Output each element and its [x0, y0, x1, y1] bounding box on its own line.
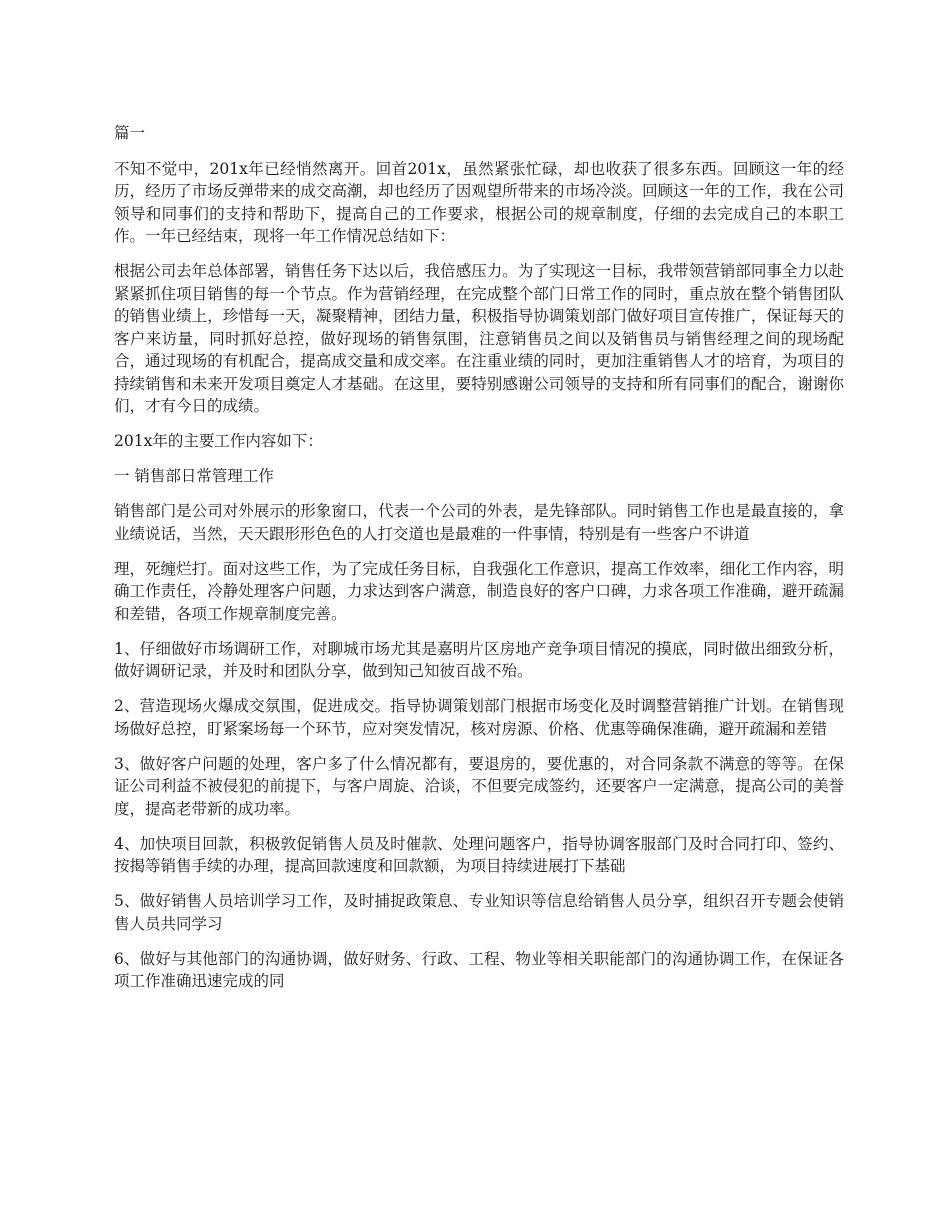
list-item-3: 3、做好客户问题的处理，客户多了什么情况都有，要退房的，要优惠的，对合同条款不满意的等等。在保证公司利益不被侵犯的前提下，与客户周旋、洽谈，不但要完成签约，还要客户一定满意，提高公司的美誉度，提高老带新的成功率。: [114, 754, 844, 818]
list-item-1: 1、仔细做好市场调研工作，对聊城市场尤其是嘉明片区房地产竞争项目情况的摸底，同时做出细致分析，做好调研记录，并及时和团队分享，做到知己知彼百战不殆。: [114, 639, 844, 680]
section-title: 篇一: [114, 124, 146, 142]
intro-paragraph: 不知不觉中，201x年已经悄然离开。回首201x，虽然紧张忙碌，却也收获了很多东西。回顾这一年的经历，经历了市场反弹带来的成交高潮，却也经历了因观望所带来的市场冷淡。回顾这一年的工作，我在公司领导和同事们的支持和帮助下，提高自己的工作要求，根据公司的规章制度，仔细的去完成自己的本职工作。一年已经结束，现将一年工作情况总结如下：: [114, 159, 844, 245]
list-item-6: 6、做好与其他部门的沟通协调，做好财务、行政、工程、物业等相关职能部门的沟通协调工作，在保证各项工作准确迅速完成的同: [114, 949, 844, 990]
list-item-5: 5、做好销售人员培训学习工作，及时捕捉政策息、专业知识等信息给销售人员分享，组织召开专题会使销售人员共同学习: [114, 892, 844, 933]
sales-dept-continued-paragraph: 理，死缠烂打。面对这些工作，为了完成任务目标，自我强化工作意识，提高工作效率，细化工作内容，明确工作责任，冷静处理客户问题，力求达到客户满意，制造良好的客户口碑，力求各项工作准确，避开疏漏和差错，各项工作规章制度完善。: [114, 559, 844, 623]
main-work-heading: 201x年的主要工作内容如下：: [114, 432, 323, 450]
list-item-4: 4、加快项目回款，积极敦促销售人员及时催款、处理问题客户，指导协调客服部门及时合同打印、签约、按揭等销售手续的办理，提高回款速度和回款额，为项目持续进展打下基础: [114, 834, 844, 875]
sales-dept-paragraph: 销售部门是公司对外展示的形象窗口，代表一个公司的外表，是先锋部队。同时销售工作也是最直接的，拿业绩说话，当然，天天跟形形色色的人打交道也是最难的一件事情，特别是有一些客户不讲道: [114, 502, 844, 543]
document-page: [114, 122, 844, 1005]
list-item-2: 2、营造现场火爆成交氛围，促进成交。指导协调策划部门根据市场变化及时调整营销推广计划。在销售现场做好总控，盯紧案场每一个环节，应对突发情况，核对房源、价格、优惠等确保准确，避开疏漏和差错: [114, 697, 844, 738]
subsection-heading: 一 销售部日常管理工作: [114, 467, 274, 485]
summary-paragraph: 根据公司去年总体部署，销售任务下达以后，我倍感压力。为了实现这一目标，我带领营销部同事全力以赴紧紧抓住项目销售的每一个节点。作为营销经理，在完成整个部门日常工作的同时，重点放在整个销售团队的销售业绩上，珍惜每一天，凝聚精神，团结力量，积极指导协调策划部门做好项目宣传推广，保证每天的客户来访量，同时抓好总控，做好现场的销售氛围，注意销售员之间以及销售员与销售经理之间的现场配合，通过现场的有机配合，提高成交量和成交率。在注重业绩的同时，更加注重销售人才的培育，为项目的持续销售和未来开发项目奠定人才基础。在这里，要特别感谢公司领导的支持和所有同事们的配合，谢谢你们，才有今日的成绩。: [114, 262, 844, 415]
